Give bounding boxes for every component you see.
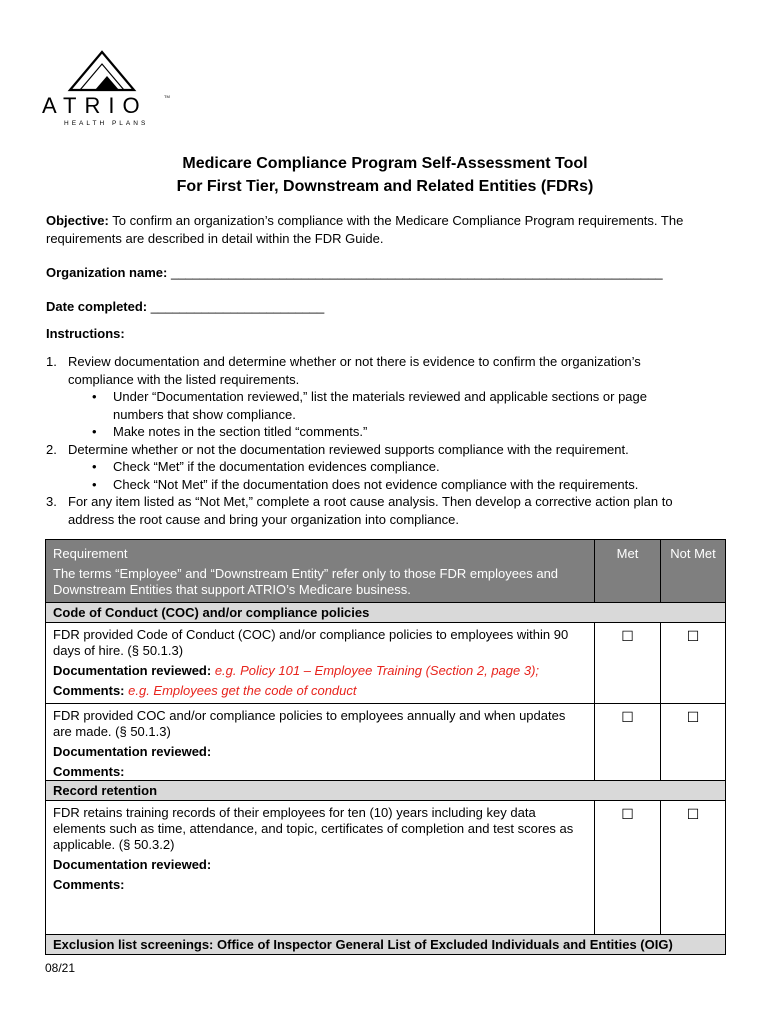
met-cell — [595, 801, 661, 935]
instruction-item — [46, 493, 696, 528]
section-row — [46, 781, 726, 801]
met-header: Met — [595, 540, 661, 603]
section-title-coc: Code of Conduct (COC) and/or compliance policies — [46, 603, 726, 623]
objective-text: To confirm an organization’s compliance with the Medicare Compliance Program requirements. The requirements are described in detail within the FDR Guide. — [46, 213, 684, 246]
met-checkbox[interactable]: ☐ — [621, 628, 634, 644]
not-met-checkbox[interactable]: ☐ — [686, 628, 700, 644]
section-row — [46, 935, 726, 955]
not-met-cell — [661, 623, 726, 704]
atrio-mountain-logo-icon — [40, 46, 180, 130]
documentation-reviewed-label: Documentation reviewed: — [53, 744, 212, 759]
table-row — [46, 801, 726, 935]
logo-tagline: HEALTH PLANS — [64, 120, 149, 127]
document-title — [0, 152, 770, 198]
not-met-header: Not Met — [661, 540, 726, 603]
organization-name-line[interactable]: ____________________________________________________________________ — [170, 265, 663, 280]
organization-name-label: Organization name: — [46, 265, 171, 280]
instruction-text: For any item listed as “Not Met,” complete a root cause analysis. Then develop a corrective action plan to address the root cause and bring your organization into compliance. — [68, 494, 673, 527]
instruction-text: Determine whether or not the documentation reviewed supports compliance with the requirement. — [68, 441, 629, 457]
met-checkbox[interactable]: ☐ — [621, 709, 634, 725]
instruction-text: Review documentation and determine whether or not there is evidence to confirm the organization’s compliance with the listed requirements. — [68, 354, 641, 387]
date-completed-field[interactable] — [46, 298, 736, 316]
instruction-subitem — [68, 458, 696, 476]
requirement-cell — [46, 704, 595, 781]
instruction-item — [46, 353, 696, 441]
objective-label: Objective: — [46, 213, 109, 228]
table-row — [46, 704, 726, 781]
documentation-reviewed-label: Documentation reviewed: — [53, 857, 212, 872]
instructions-list — [46, 353, 696, 528]
title-line-2: For First Tier, Downstream and Related Entities (FDRs) — [176, 178, 594, 195]
requirement-header-label: Requirement — [53, 546, 128, 561]
logo-trademark: TM — [164, 94, 170, 99]
comments-label: Comments: — [53, 764, 125, 779]
date-completed-line[interactable]: ________________________ — [150, 299, 325, 314]
requirement-header-note: The terms “Employee” and “Downstream Entity” refer only to those FDR employees and Downstream Entities that support ATRIO’s Medicare business. — [53, 566, 559, 597]
not-met-checkbox[interactable]: ☐ — [686, 709, 700, 725]
not-met-cell — [661, 801, 726, 935]
documentation-reviewed-label: Documentation reviewed: — [53, 663, 212, 678]
requirement-text: FDR provided Code of Conduct (COC) and/or compliance policies to employees within 90 days of hire. (§ 50.1.3) — [53, 627, 569, 658]
bullet-icon: • — [92, 459, 97, 474]
instruction-subitem-text: Check “Met” if the documentation evidences compliance. — [113, 459, 440, 474]
met-cell — [595, 623, 661, 704]
instruction-item — [46, 441, 696, 494]
comments-example: e.g. Employees get the code of conduct — [124, 683, 357, 698]
comments — [53, 683, 587, 699]
section-title-record-retention: Record retention — [46, 781, 726, 801]
documentation-example: e.g. Policy 101 – Employee Training (Section 2, page 3); — [211, 663, 540, 678]
date-completed-label: Date completed: — [46, 299, 151, 314]
met-checkbox[interactable]: ☐ — [621, 806, 634, 822]
instructions-heading: Instructions: — [46, 326, 125, 341]
requirements-table — [45, 539, 726, 955]
met-cell — [595, 704, 661, 781]
atrio-logo — [40, 46, 180, 130]
instruction-subitem-text: Under “Documentation reviewed,” list the materials reviewed and applicable sections or page numbers that show compliance. — [113, 389, 647, 422]
instruction-number: 2. — [46, 441, 57, 457]
requirement-text: FDR retains training records of their employees for ten (10) years including key data elements such as time, attendance, and topic, certificates of completion and test scores as applicable. (§ 50.3.2) — [53, 805, 574, 852]
instruction-number: 3. — [46, 494, 57, 509]
requirement-text: FDR provided COC and/or compliance policies to employees annually and when updates are made. (§ 50.1.3) — [53, 708, 566, 739]
documentation-reviewed — [53, 663, 587, 679]
instruction-subitem-text: Make notes in the section titled “comments.” — [113, 424, 368, 439]
instruction-subitem-text: Check “Not Met” if the documentation does not evidence compliance with the requirements. — [113, 476, 639, 492]
bullet-icon: • — [92, 476, 97, 492]
table-header-row — [46, 540, 726, 603]
comments-label: Comments: — [53, 683, 125, 698]
instruction-subitem — [68, 476, 696, 494]
objective — [46, 212, 736, 248]
logo-brand-text: ATRIO — [42, 93, 148, 118]
bullet-icon: • — [92, 389, 97, 404]
requirement-cell — [46, 623, 595, 704]
instruction-subitem — [68, 423, 696, 441]
comments-label: Comments: — [53, 877, 125, 892]
not-met-cell — [661, 704, 726, 781]
table-row — [46, 623, 726, 704]
requirement-cell — [46, 801, 595, 935]
instruction-subitem — [68, 388, 696, 423]
organization-name-field[interactable] — [46, 264, 746, 282]
not-met-checkbox[interactable]: ☐ — [686, 806, 700, 822]
instruction-number: 1. — [46, 354, 57, 369]
title-line-1: Medicare Compliance Program Self-Assessment Tool — [182, 155, 588, 172]
footer-date: 08/21 — [45, 961, 76, 975]
section-title-exclusion: Exclusion list screenings: Office of Inspector General List of Excluded Individuals and Entities (OIG) — [46, 935, 726, 955]
bullet-icon: • — [92, 424, 97, 439]
section-row — [46, 603, 726, 623]
requirement-header — [46, 540, 595, 603]
